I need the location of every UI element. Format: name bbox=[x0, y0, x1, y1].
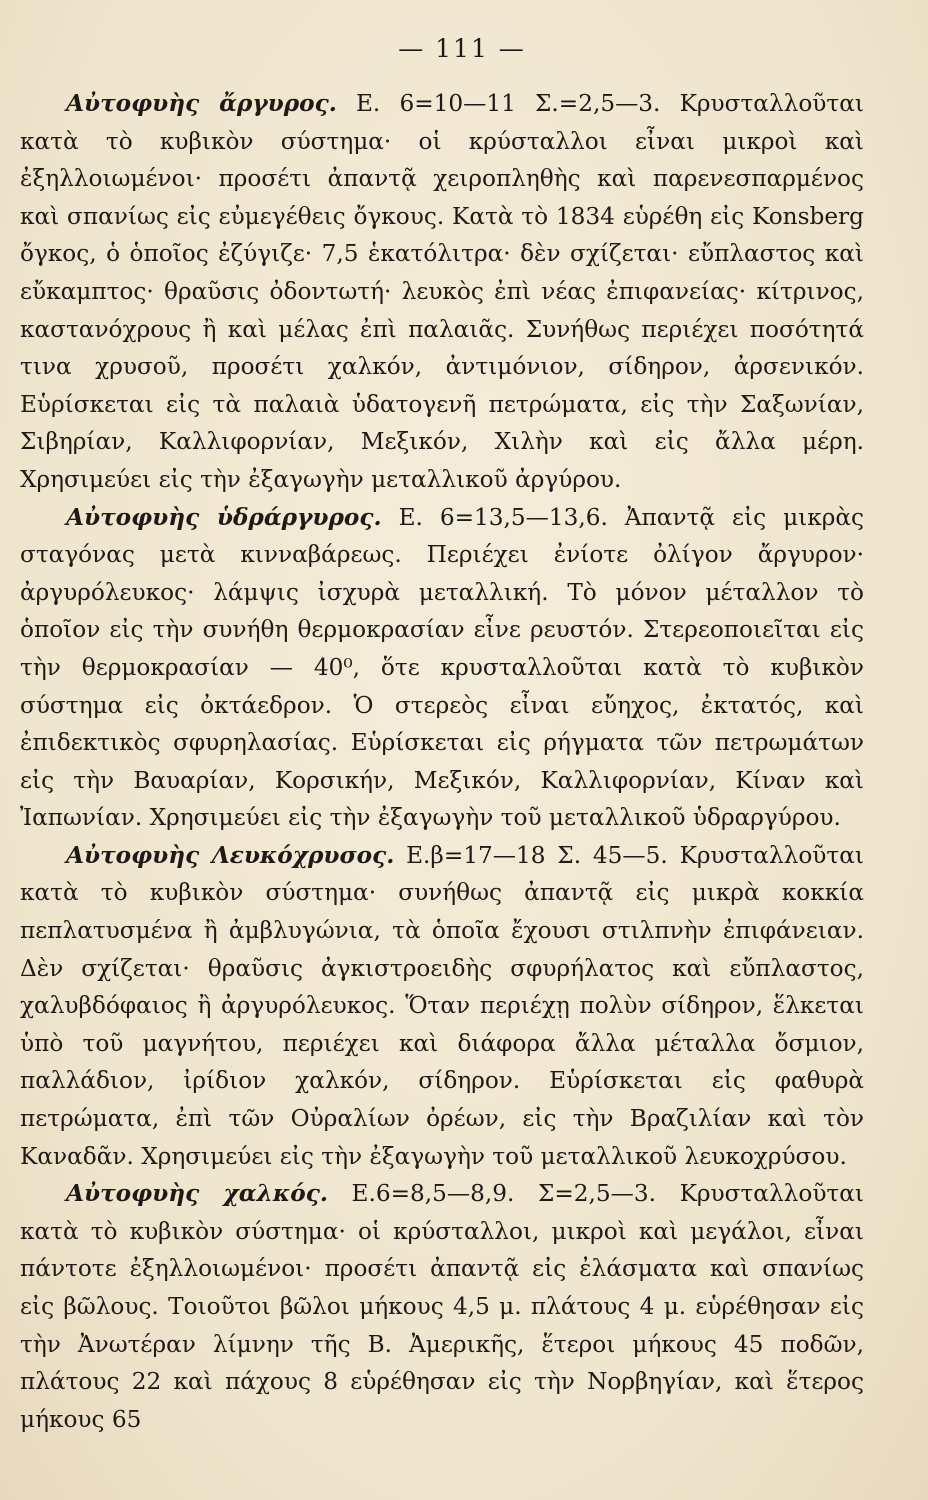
entry-text: Ε. 6=10—11 Σ.=2,5—3. Κρυσταλλοῦται κατὰ τὸ κυβικὸν σύστημα· οἱ κρύσταλλοι εἶναι μικροὶ καὶ ἐξηλλοιωμένοι· προσέτι ἀπαντᾷ χειροπληθὴς καὶ παρενεσπαρμένος καὶ σπανίως εἰς εὐμεγέθεις ὄγκους. Κατὰ τὸ 1834 εὑρέθη εἰς Konsberg ὄγκος, ὁ ὁποῖος ἐζύγιζε· 7,5 ἑκατόλιτρα· δὲν σχίζεται· εὔπλαστος καὶ εὔκαμπτος· θραῦσις ὀδοντωτή· λευκὸς ἐπὶ νέας ἐπιφανείας· κίτρινος, καστανόχρους ἢ καὶ μέλας ἐπὶ παλαιᾶς. Συνήθως περιέχει ποσότητά τινα χρυσοῦ, προσέτι χαλκόν, ἀντιμόνιον, σίδηρον, ἀρσενικόν. Εὑρίσκεται εἰς τὰ παλαιὰ ὑδατογενῆ πετρώματα, εἰς τὴν Σαξωνίαν, Σιβηρίαν, Καλλιφορνίαν, Μεξικόν, Χιλὴν καὶ εἰς ἄλλα μέρη. Χρησιμεύει εἰς τὴν ἐξαγωγὴν μεταλλικοῦ ἀργύρου. bbox=[20, 90, 864, 493]
entry-text: Ε.6=8,5—8,9. Σ=2,5—3. Κρυσταλλοῦται κατὰ τὸ κυβικὸν σύστημα· οἱ κρύσταλλοι, μικροὶ καὶ μεγάλοι, εἶναι πάντοτε ἐξηλλοιωμένοι· προσέτι ἀπαντᾷ εἰς ἐλάσματα καὶ σπανίως εἰς βῶλους. Τοιοῦτοι βῶλοι μήκους 4,5 μ. πλάτους 4 μ. εὑρέθησαν εἰς τὴν Ἀνωτέραν λίμνην τῆς Β. Ἀμερικῆς, ἕτεροι μήκους 45 ποδῶν, πλάτους 22 καὶ πάχους 8 εὑρέθησαν εἰς τὴν Νορβηγίαν, καὶ ἕτερος μήκους 65 bbox=[20, 1180, 864, 1433]
entry-native-copper bbox=[20, 1175, 864, 1438]
entry-native-silver bbox=[20, 85, 864, 499]
entry-term: Αὐτοφυὴς χαλκός. bbox=[66, 1180, 328, 1208]
entry-term: Αὐτοφυὴς ἄργυρος. bbox=[66, 90, 337, 117]
entry-native-platinum bbox=[20, 837, 864, 1175]
page-number: — 111 — bbox=[398, 34, 526, 63]
entry-text: Ε. 6=13,5—13,6. Ἀπαντᾷ εἰς μικρὰς σταγόνας μετὰ κινναβάρεως. Περιέχει ἐνίοτε ὀλίγον ἄργυρον· ἀργυρόλευκος· λάμψις ἰσχυρὰ μεταλλική. Τὸ μόνον μέταλλον τὸ ὁποῖον εἰς τὴν συνήθη θερμοκρασίαν εἶνε ρευστόν. Στερεοποιεῖται εἰς τὴν θερμοκρασίαν — 40⁰, ὅτε κρυσταλλοῦται κατὰ τὸ κυβικὸν σύστημα εἰς ὀκτάεδρον. Ὁ στερεὸς εἶναι εὔηχος, ἐκτατός, καὶ ἐπιδεκτικὸς σφυρηλασίας. Εὑρίσκεται εἰς ρήγματα τῶν πετρωμάτων εἰς τὴν Βαυαρίαν, Κορσικήν, Μεξικόν, Καλλιφορνίαν, Κίναν καὶ Ἰαπωνίαν. Χρησιμεύει εἰς τὴν ἐξαγωγὴν τοῦ μεταλλικοῦ ὑδραργύρου. bbox=[20, 503, 864, 832]
entry-term: Αὐτοφυὴς Λευκόχρυσος. bbox=[66, 841, 395, 869]
entry-native-mercury bbox=[20, 499, 864, 837]
entry-term: Αὐτοφυὴς ὑδράργυρος. bbox=[66, 503, 382, 531]
entry-text: Ε.β=17—18 Σ. 45—5. Κρυσταλλοῦται κατὰ τὸ κυβικὸν σύστημα· συνήθως ἀπαντᾷ εἰς μικρὰ κοκκία πεπλατυσμένα ἢ ἀμβλυγώνια, τὰ ὁποῖα ἔχουσι στιλπνὴν ἐπιφάνειαν. Δὲν σχίζεται· θραῦσις ἀγκιστροειδὴς σφυρήλατος καὶ εὔπλαστος, χαλυβδόφαιος ἢ ἀργυρόλευκος. Ὅταν περιέχῃ πολὺν σίδηρον, ἕλκεται ὑπὸ τοῦ μαγνήτου, περιέχει καὶ διάφορα ἄλλα μέταλλα ὄσμιον, παλλάδιον, ἰρίδιον χαλκόν, σίδηρον. Εὑρίσκεται εἰς φαθυρὰ πετρώματα, ἐπὶ τῶν Οὐραλίων ὀρέων, εἰς τὴν Βραζιλίαν καὶ τὸν Καναδᾶν. Χρησιμεύει εἰς τὴν ἐξαγωγὴν τοῦ μεταλλικοῦ λευκοχρύσου. bbox=[20, 841, 864, 1170]
